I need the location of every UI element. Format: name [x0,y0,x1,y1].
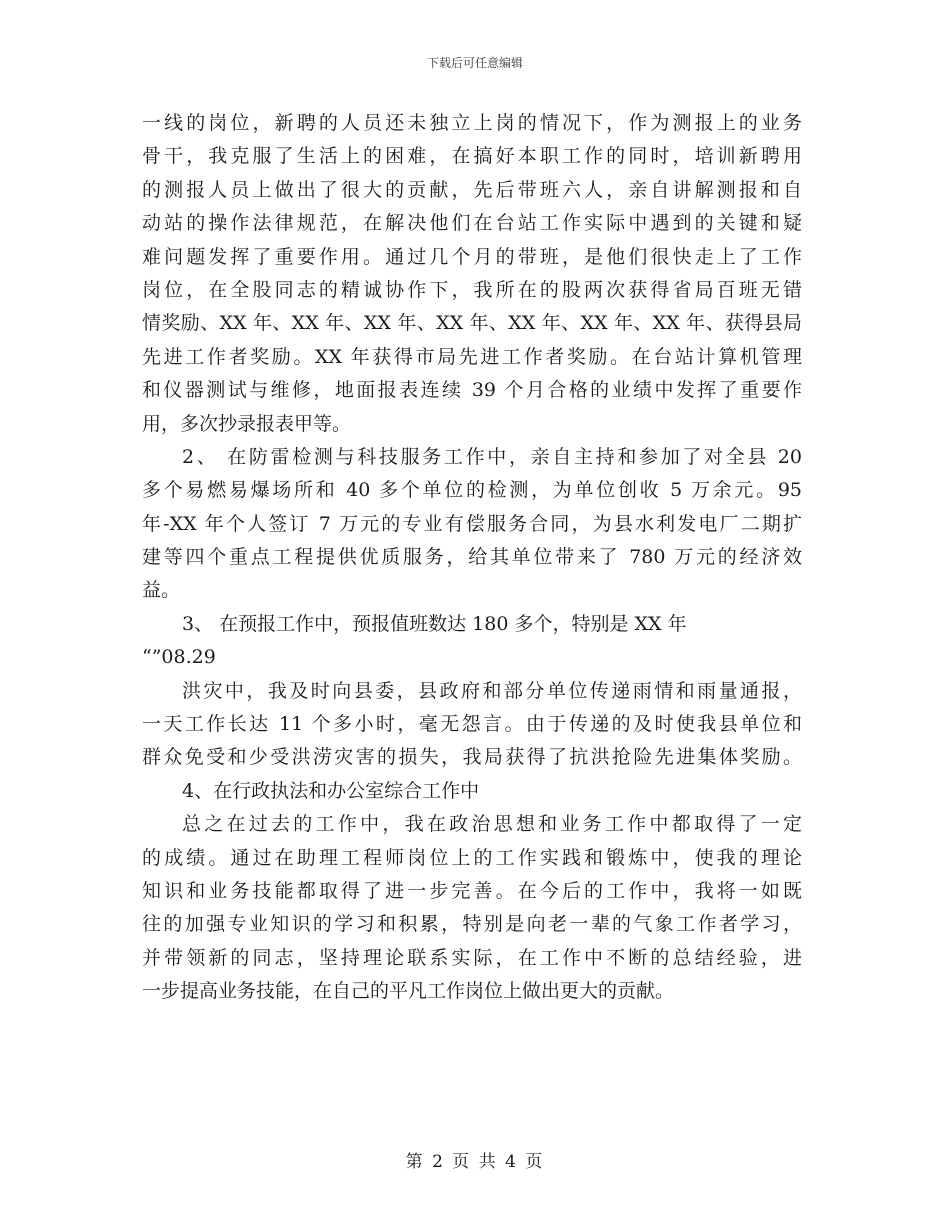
header-note: 下载后可任意编辑 [426,56,523,70]
text-line: 一线的岗位，新聘的人员还未独立上岗的情况下，作为测报上的业务 [142,112,802,134]
text-line: 一步提高业务技能，在自己的平凡工作岗位上做出更大的贡献。 [142,980,675,1003]
text-line: “”08.29 [142,646,216,669]
text-line: 知识和业务技能都取得了进一步完善。在今后的工作中，我将一如既 [142,879,802,902]
text-line: 先进工作者奖励。XX 年获得市局先进工作者奖励。在台站计算机管理 [142,345,802,368]
text-line: 动站的操作法律规范，在解决他们在台站工作实际中遇到的关键和疑 [142,212,802,235]
text-line: 岗位，在全股同志的精诚协作下，我所在的股两次获得省局百班无错 [142,278,802,301]
document-body [142,107,802,1009]
text-line: 并带领新的同志，坚持理论联系实际，在工作中不断的总结经验，进 [142,946,802,969]
page-number: 第 2 页 共 4 页 [405,1152,545,1172]
text-line: 4、在行政执法和办公室综合工作中 [182,779,480,802]
text-line: 难问题发挥了重要作用。通过几个月的带班，是他们很快走上了工作 [142,245,802,268]
text-line: 年-XX 年个人签订 7 万元的专业有偿服务合同，为县水利发电厂二期扩 [142,512,802,535]
text-line: 的测报人员上做出了很大的贡献，先后带班六人，亲自讲解测报和自 [142,178,802,201]
text-line: 2、 在防雷检测与科技服务工作中，亲自主持和参加了对全县 20 [182,445,802,468]
text-line: 3、 在预报工作中，预报值班数达 180 多个，特别是 XX 年 [182,612,687,635]
text-line: 益。 [142,579,181,602]
text-line: 洪灾中，我及时向县委，县政府和部分单位传递雨情和雨量通报， [182,679,802,702]
text-line: 的成绩。通过在助理工程师岗位上的工作实践和锻炼中，使我的理论 [142,846,802,869]
text-line: 情奖励、XX 年、XX 年、XX 年、XX 年、XX 年、XX 年、XX 年、获得县局 [142,312,802,335]
text-line: 建等四个重点工程提供优质服务，给其单位带来了 780 万元的经济效 [142,546,802,569]
text-line: 多个易燃易爆场所和 40 多个单位的检测，为单位创收 5 万余元。95 [142,479,802,502]
text-line: 用，多次抄录报表甲等。 [142,412,352,435]
text-line: 骨干，我克服了生活上的困难，在搞好本职工作的同时，培训新聘用 [142,145,802,168]
text-line: 总之在过去的工作中，我在政治思想和业务工作中都取得了一定 [182,813,802,836]
text-line: 往的加强专业知识的学习和积累，特别是向老一辈的气象工作者学习， [142,913,802,936]
text-line: 群众免受和少受洪涝灾害的损失，我局获得了抗洪抢险先进集体奖励。 [142,746,802,769]
text-line: 一天工作长达 11 个多小时，毫无怨言。由于传递的及时使我县单位和 [142,713,802,736]
text-line: 和仪器测试与维修，地面报表连续 39 个月合格的业绩中发挥了重要作 [142,379,802,402]
